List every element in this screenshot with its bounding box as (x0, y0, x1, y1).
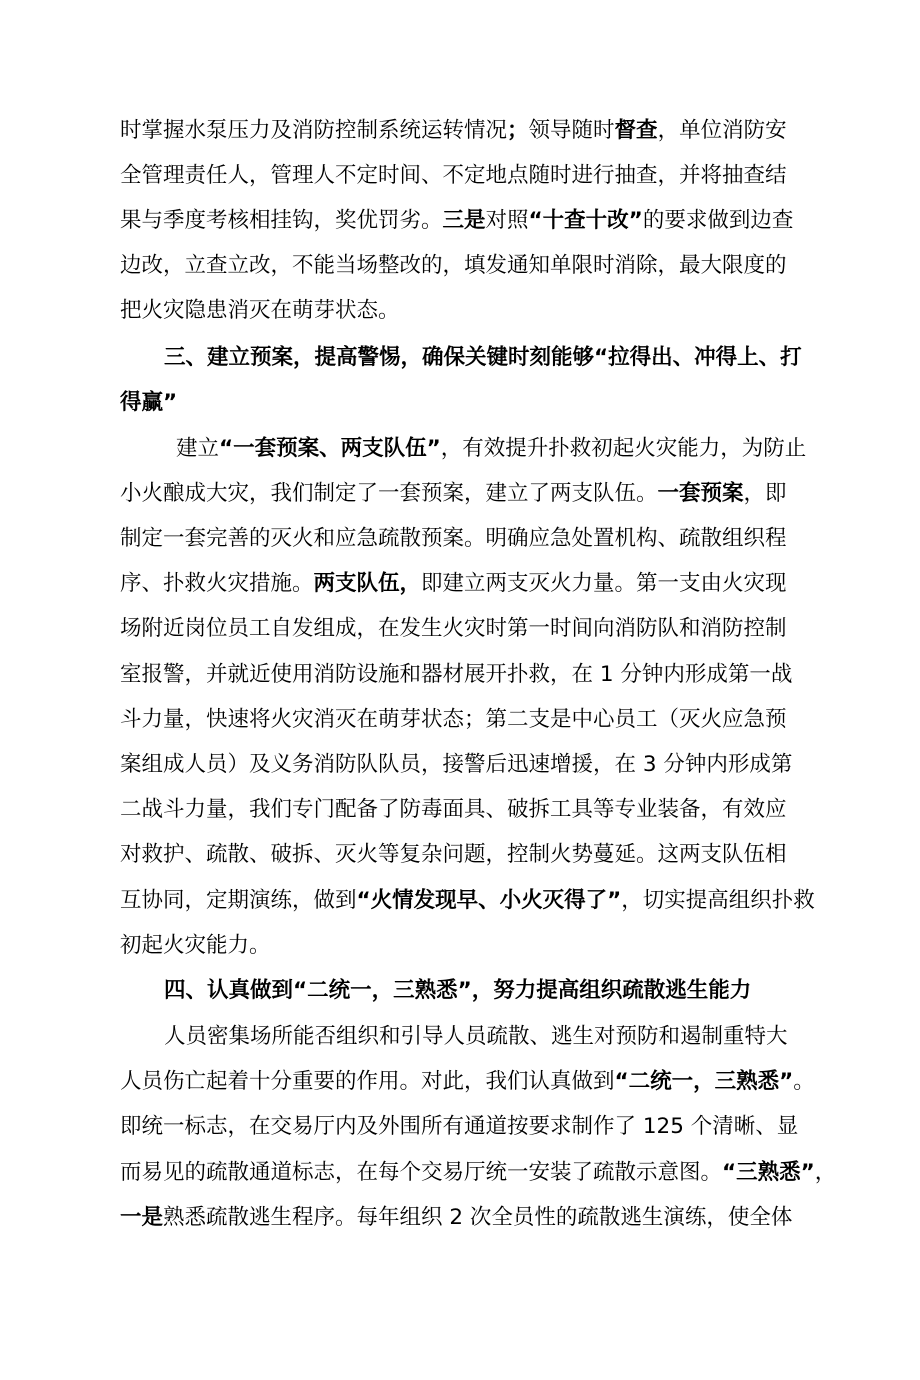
text-line (176, 434, 806, 464)
bold-text: “十查十改” (528, 208, 643, 233)
text-line (120, 161, 787, 191)
text-run: 对救护、疏散、破拆、灭火等复杂问题，控制火势蔓延。这两支队伍相 (120, 842, 787, 867)
text-run: 人员密集场所能否组织和引导人员疏散、逃生对预防和遏制重特大 (164, 1024, 788, 1049)
text-run: ，有效提升扑救初起火灾能力，为防止 (440, 436, 807, 461)
text-run: 。 (793, 1069, 815, 1094)
bold-text: 得赢” (120, 390, 178, 415)
text-run: 边改，立查立改，不能当场整改的，填发通知单限时消除，最大限度的 (120, 253, 787, 278)
text-run: ，切实提高组织扑救 (621, 888, 815, 913)
text-line (120, 206, 793, 236)
text-line (120, 750, 792, 780)
bold-text: “三熟悉” (722, 1160, 815, 1185)
text-run: 制定一套完善的灭火和应急疏散预案。明确应急处置机构、疏散组织程 (120, 526, 787, 551)
text-run: ， (814, 1160, 837, 1185)
text-line (120, 660, 792, 690)
text-run: 的要求做到边查 (642, 208, 794, 233)
text-run: 序、扑救火灾措施。 (120, 571, 314, 596)
bold-text: 一套预案 (657, 481, 744, 506)
text-line (120, 614, 787, 644)
text-line (120, 1158, 836, 1188)
text-line (120, 479, 787, 509)
text-line (120, 840, 787, 870)
text-run: ，单位消防安 (657, 118, 787, 143)
bold-text: 四、认真做到“二统一，三熟悉”，努力提高组织疏散逃生能力 (164, 978, 752, 1003)
text-run: 把火灾隐患消灭在萌芽状态。 (120, 298, 400, 323)
text-run: 室报警，并就近使用消防设施和器材展开扑救，在 1 分钟内形成第一战 (120, 662, 793, 687)
text-run: 而易见的疏散通道标志，在每个交易厅统一安装了疏散示意图。 (120, 1160, 723, 1185)
text-run: 时掌握水泵压力及消防控制系统运转情况 (120, 118, 508, 143)
bold-text: “一套预案、两支队伍” (219, 436, 441, 461)
bold-text: 一是 (120, 1205, 164, 1230)
text-run: 人员伤亡起着十分重要的作用。对此，我们认真做到 (120, 1069, 615, 1094)
text-line (120, 931, 271, 961)
text-line (120, 886, 815, 916)
text-run: 对照 (485, 208, 529, 233)
text-line (164, 343, 802, 373)
text-run: 场附近岗位员工自发组成，在发生火灾时第一时间向消防队和消防控制 (120, 616, 787, 641)
text-run: 斗力量，快速将火灾消灭在萌芽状态；第二支是中心员工（灭火应急预 (120, 707, 787, 732)
text-run: 案组成人员）及义务消防队队员，接警后迅速增援，在 3 分钟内形成第 (120, 752, 793, 777)
text-run: 初起火灾能力。 (120, 933, 271, 958)
text-line (120, 1203, 792, 1233)
text-run: 全管理责任人，管理人不定时间、不定地点随时进行抽查，并将抽查结 (120, 163, 787, 188)
text-line (120, 1067, 815, 1097)
text-line (120, 296, 400, 326)
bold-text: “二统一，三熟悉” (614, 1069, 794, 1094)
bold-text: 两支队伍， (313, 571, 422, 596)
text-run: 领导随时 (528, 118, 615, 143)
bold-text: “火情发现早、小火灭得了” (356, 888, 622, 913)
bold-text: 督查 (614, 118, 658, 143)
text-line (164, 1022, 788, 1052)
bold-text: 三、建立预案，提高警惕，确保关键时刻能够“拉得出、冲得上、打 (164, 345, 802, 370)
text-run: 熟悉疏散逃生程序。每年组织 2 次全员性的疏散逃生演练，使全体 (163, 1205, 793, 1230)
text-run: 果与季度考核相挂钩，奖优罚劣。 (120, 208, 443, 233)
text-line (164, 976, 751, 1006)
text-run: 互协同，定期演练，做到 (120, 888, 357, 913)
text-run: 二战斗力量，我们专门配备了防毒面具、破拆工具等专业装备，有效应 (120, 797, 787, 822)
text-line (120, 705, 787, 735)
text-run: 即统一标志，在交易厅内及外围所有通道按要求制作了 125 个清晰、显 (120, 1114, 799, 1139)
text-line (120, 1112, 798, 1142)
text-run: 即建立两支灭火力量。第一支由火灾现 (421, 571, 787, 596)
text-line (120, 795, 787, 825)
text-line (120, 251, 787, 281)
bold-text: 三是 (442, 208, 486, 233)
text-run: 小火酿成大灾，我们制定了一套预案，建立了两支队伍。 (120, 481, 658, 506)
bold-text: ； (507, 118, 529, 143)
text-run: ，即 (743, 481, 787, 506)
text-line (120, 569, 787, 599)
text-run: 建立 (176, 436, 220, 461)
text-line (120, 116, 787, 146)
text-line (120, 388, 177, 418)
text-line (120, 524, 787, 554)
